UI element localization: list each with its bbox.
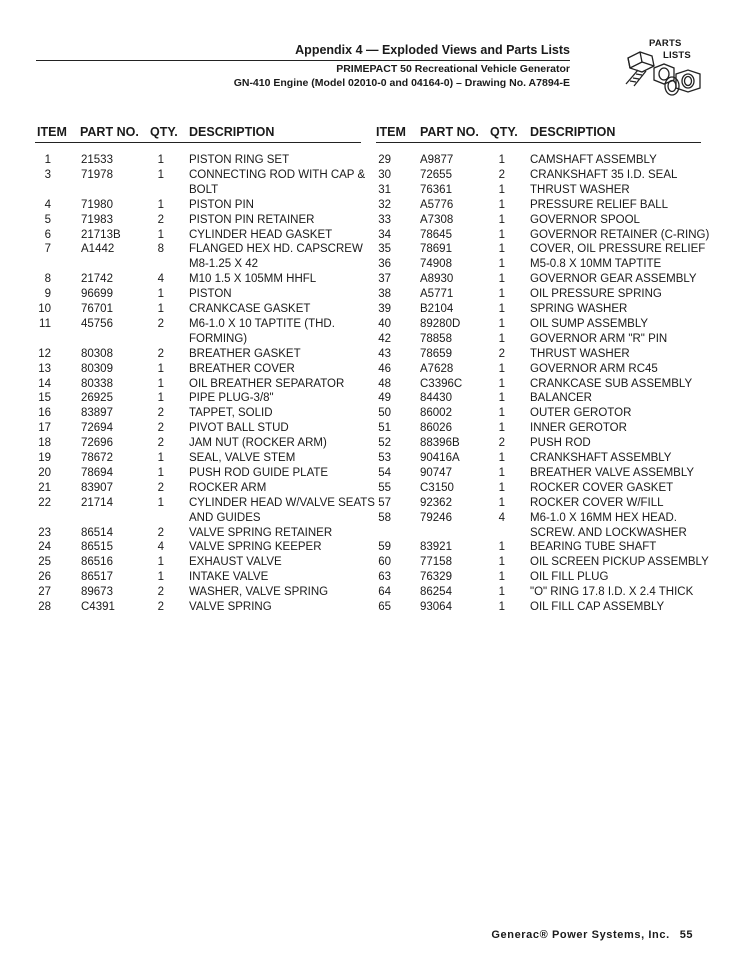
description: PUSH ROD bbox=[530, 437, 591, 450]
item-number: 12 bbox=[38, 347, 51, 360]
nuts-and-bolts-icon bbox=[614, 44, 706, 100]
quantity: 2 bbox=[157, 601, 164, 613]
table-row bbox=[0, 526, 737, 541]
parts-lists-logo bbox=[614, 36, 706, 98]
description: SCREW. AND LOCKWASHER bbox=[530, 526, 687, 539]
quantity: 2 bbox=[498, 168, 505, 181]
table-row bbox=[0, 466, 737, 481]
table-row bbox=[0, 481, 737, 496]
quantity: 1 bbox=[498, 303, 505, 315]
table-row bbox=[0, 242, 737, 257]
description: THRUST WASHER bbox=[530, 347, 630, 360]
part-number: 80308 bbox=[81, 347, 113, 360]
part-number: 45756 bbox=[81, 317, 113, 330]
quantity: 4 bbox=[157, 273, 164, 286]
quantity: 2 bbox=[157, 422, 164, 435]
table-row bbox=[0, 362, 737, 377]
description: CRANKCASE SUB ASSEMBLY bbox=[530, 377, 693, 390]
table-row bbox=[0, 168, 737, 183]
description: CRANKSHAFT 35 I.D. SEAL bbox=[530, 168, 678, 181]
item-number: 36 bbox=[378, 258, 391, 271]
description: BREATHER GASKET bbox=[189, 347, 301, 360]
quantity: 1 bbox=[498, 481, 505, 494]
item-number: 48 bbox=[378, 377, 391, 390]
item-number: 14 bbox=[38, 377, 51, 390]
quantity: 2 bbox=[157, 481, 164, 494]
part-number: A7628 bbox=[420, 362, 454, 375]
quantity: 1 bbox=[498, 377, 505, 390]
quantity: 1 bbox=[157, 362, 164, 375]
description: PISTON PIN RETAINER bbox=[189, 213, 315, 226]
table-row bbox=[0, 406, 737, 421]
item-number: 4 bbox=[44, 198, 51, 211]
quantity: 1 bbox=[157, 288, 164, 301]
item-number: 65 bbox=[378, 601, 391, 613]
table-row bbox=[0, 347, 737, 362]
item-number: 60 bbox=[378, 556, 391, 569]
item-number: 28 bbox=[38, 601, 51, 613]
item-number: 23 bbox=[38, 526, 51, 539]
description: CYLINDER HEAD GASKET bbox=[189, 228, 333, 241]
item-number: 43 bbox=[378, 347, 391, 360]
quantity: 1 bbox=[498, 571, 505, 584]
description: TAPPET, SOLID bbox=[189, 407, 273, 420]
part-number: 71978 bbox=[81, 168, 113, 181]
part-number: A9877 bbox=[420, 154, 454, 166]
description: AND GUIDES bbox=[189, 511, 261, 524]
item-number: 17 bbox=[38, 422, 51, 435]
page-footer bbox=[491, 929, 693, 941]
part-number: 86514 bbox=[81, 526, 113, 539]
description: OIL FILL CAP ASSEMBLY bbox=[530, 601, 665, 613]
table-row bbox=[0, 198, 737, 213]
part-number: 74908 bbox=[420, 258, 452, 271]
part-number: 86516 bbox=[81, 556, 113, 569]
description: CRANKCASE GASKET bbox=[189, 303, 311, 315]
item-number: 55 bbox=[378, 481, 391, 494]
table-row bbox=[0, 287, 737, 302]
quantity: 2 bbox=[157, 526, 164, 539]
table-row bbox=[0, 451, 737, 466]
item-number: 64 bbox=[378, 586, 391, 599]
table-row bbox=[0, 257, 737, 272]
description: CRANKSHAFT ASSEMBLY bbox=[530, 452, 672, 464]
part-number: B2104 bbox=[420, 303, 454, 315]
part-number: 26925 bbox=[81, 392, 113, 405]
quantity: 2 bbox=[157, 317, 164, 330]
table-row bbox=[0, 540, 737, 555]
item-number: 49 bbox=[378, 392, 391, 405]
quantity: 1 bbox=[157, 154, 164, 166]
description: VALVE SPRING KEEPER bbox=[189, 541, 322, 554]
part-number: 76701 bbox=[81, 303, 113, 315]
item-number: 7 bbox=[44, 243, 51, 256]
description: "O" RING 17.8 I.D. X 2.4 THICK bbox=[530, 586, 694, 599]
item-number: 53 bbox=[378, 452, 391, 464]
part-number: 21714 bbox=[81, 496, 113, 509]
item-number: 35 bbox=[378, 243, 391, 256]
quantity: 1 bbox=[498, 556, 505, 569]
description: BALANCER bbox=[530, 392, 592, 405]
part-number: 21742 bbox=[81, 273, 113, 286]
item-number: 31 bbox=[378, 183, 391, 196]
item-number: 16 bbox=[38, 407, 51, 420]
part-number: C3396C bbox=[420, 377, 463, 390]
table-row bbox=[0, 317, 737, 332]
quantity: 1 bbox=[498, 586, 505, 599]
part-number: 78645 bbox=[420, 228, 452, 241]
description: COVER, OIL PRESSURE RELIEF bbox=[530, 243, 706, 256]
description: BREATHER VALVE ASSEMBLY bbox=[530, 466, 695, 479]
item-number: 22 bbox=[38, 496, 51, 509]
description: JAM NUT (ROCKER ARM) bbox=[189, 437, 327, 450]
table-row bbox=[0, 272, 737, 287]
part-number: C4391 bbox=[81, 601, 115, 613]
part-number: 78659 bbox=[420, 347, 452, 360]
table-row bbox=[0, 436, 737, 451]
description: OIL PRESSURE SPRING bbox=[530, 288, 662, 301]
item-number: 6 bbox=[44, 228, 51, 241]
item-number: 33 bbox=[378, 213, 391, 226]
part-number: 83907 bbox=[81, 481, 113, 494]
quantity: 1 bbox=[157, 168, 164, 181]
part-number: 92362 bbox=[420, 496, 452, 509]
col-header-item-right: ITEM bbox=[376, 125, 406, 139]
item-number: 34 bbox=[378, 228, 391, 241]
item-number: 19 bbox=[38, 452, 51, 464]
description: PISTON PIN bbox=[189, 198, 254, 211]
item-number: 20 bbox=[38, 466, 51, 479]
description: M5-0.8 X 10MM TAPTITE bbox=[530, 258, 662, 271]
quantity: 1 bbox=[498, 541, 505, 554]
description: CONNECTING ROD WITH CAP & bbox=[189, 168, 366, 181]
part-number: 78858 bbox=[420, 332, 452, 345]
logo-text-lists: LISTS bbox=[663, 50, 691, 61]
description: INNER GEROTOR bbox=[530, 422, 627, 435]
quantity: 1 bbox=[498, 288, 505, 301]
description: SPRING WASHER bbox=[530, 303, 628, 315]
table-row bbox=[0, 228, 737, 243]
description: SEAL, VALVE STEM bbox=[189, 452, 296, 464]
table-row bbox=[0, 600, 737, 615]
description: WASHER, VALVE SPRING bbox=[189, 586, 329, 599]
item-number: 51 bbox=[378, 422, 391, 435]
part-number: 71983 bbox=[81, 213, 113, 226]
description: PISTON RING SET bbox=[189, 154, 290, 166]
part-number: 78691 bbox=[420, 243, 452, 256]
quantity: 1 bbox=[498, 317, 505, 330]
item-number: 58 bbox=[378, 511, 391, 524]
quantity: 2 bbox=[157, 407, 164, 420]
quantity: 2 bbox=[498, 437, 505, 450]
quantity: 1 bbox=[498, 258, 505, 271]
description: GOVERNOR ARM RC45 bbox=[530, 362, 658, 375]
col-header-qty-right: QTY. bbox=[490, 125, 518, 139]
col-header-part-right: PART NO. bbox=[420, 125, 479, 139]
item-number: 25 bbox=[38, 556, 51, 569]
description: FORMING) bbox=[189, 332, 248, 345]
table-row bbox=[0, 555, 737, 570]
item-number: 9 bbox=[44, 288, 51, 301]
description: BEARING TUBE SHAFT bbox=[530, 541, 657, 554]
item-number: 21 bbox=[38, 481, 51, 494]
item-number: 59 bbox=[378, 541, 391, 554]
description: CAMSHAFT ASSEMBLY bbox=[530, 154, 657, 166]
part-number: 21713B bbox=[81, 228, 121, 241]
product-subtitle: PRIMEPACT 50 Recreational Vehicle Generator bbox=[336, 63, 570, 75]
item-number: 50 bbox=[378, 407, 391, 420]
quantity: 2 bbox=[498, 347, 505, 360]
part-number: 90747 bbox=[420, 466, 452, 479]
item-number: 29 bbox=[378, 154, 391, 166]
item-number: 10 bbox=[38, 303, 51, 315]
part-number: C3150 bbox=[420, 481, 454, 494]
part-number: 96699 bbox=[81, 288, 113, 301]
item-number: 24 bbox=[38, 541, 51, 554]
quantity: 1 bbox=[498, 273, 505, 286]
item-number: 37 bbox=[378, 273, 391, 286]
part-number: 80309 bbox=[81, 362, 113, 375]
part-number: 78694 bbox=[81, 466, 113, 479]
quantity: 1 bbox=[157, 392, 164, 405]
description: OUTER GEROTOR bbox=[530, 407, 632, 420]
part-number: 76329 bbox=[420, 571, 452, 584]
item-number: 42 bbox=[378, 332, 391, 345]
quantity: 1 bbox=[498, 183, 505, 196]
item-number: 38 bbox=[378, 288, 391, 301]
part-number: 86515 bbox=[81, 541, 113, 554]
description: M6-1.0 X 16MM HEX HEAD. bbox=[530, 511, 677, 524]
item-number: 13 bbox=[38, 362, 51, 375]
part-number: 77158 bbox=[420, 556, 452, 569]
table-row bbox=[0, 421, 737, 436]
description: PRESSURE RELIEF BALL bbox=[530, 198, 669, 211]
part-number: 72694 bbox=[81, 422, 113, 435]
quantity: 1 bbox=[498, 198, 505, 211]
quantity: 1 bbox=[498, 601, 505, 613]
description: OIL BREATHER SEPARATOR bbox=[189, 377, 345, 390]
quantity: 1 bbox=[498, 154, 505, 166]
table-row bbox=[0, 496, 737, 511]
company-name: Generac® Power Systems, Inc. bbox=[491, 929, 670, 941]
table-row bbox=[0, 585, 737, 600]
description: GOVERNOR RETAINER (C-RING) bbox=[530, 228, 710, 241]
col-header-qty-left: QTY. bbox=[150, 125, 178, 139]
part-number: 86002 bbox=[420, 407, 452, 420]
description: GOVERNOR SPOOL bbox=[530, 213, 640, 226]
description: FLANGED HEX HD. CAPSCREW bbox=[189, 243, 363, 256]
quantity: 1 bbox=[157, 228, 164, 241]
item-number: 27 bbox=[38, 586, 51, 599]
description: PISTON bbox=[189, 288, 232, 301]
col-header-part-left: PART NO. bbox=[80, 125, 139, 139]
item-number: 30 bbox=[378, 168, 391, 181]
quantity: 1 bbox=[498, 213, 505, 226]
quantity: 4 bbox=[498, 511, 505, 524]
quantity: 2 bbox=[157, 437, 164, 450]
item-number: 54 bbox=[378, 466, 391, 479]
quantity: 8 bbox=[157, 243, 164, 256]
quantity: 1 bbox=[498, 496, 505, 509]
table-row bbox=[0, 391, 737, 406]
part-number: 78672 bbox=[81, 452, 113, 464]
quantity: 1 bbox=[157, 496, 164, 509]
part-number: 89280D bbox=[420, 317, 461, 330]
appendix-title: Appendix 4 — Exploded Views and Parts Lists bbox=[295, 43, 570, 57]
part-number: 72696 bbox=[81, 437, 113, 450]
item-number: 63 bbox=[378, 571, 391, 584]
part-number: 72655 bbox=[420, 168, 452, 181]
logo-text-parts: PARTS bbox=[649, 38, 682, 49]
item-number: 3 bbox=[44, 168, 51, 181]
description: ROCKER COVER W/FILL bbox=[530, 496, 664, 509]
part-number: 80338 bbox=[81, 377, 113, 390]
description: EXHAUST VALVE bbox=[189, 556, 282, 569]
table-row bbox=[0, 153, 737, 168]
page-number: 55 bbox=[679, 929, 693, 941]
part-number: 79246 bbox=[420, 511, 452, 524]
description: GOVERNOR GEAR ASSEMBLY bbox=[530, 273, 697, 286]
quantity: 1 bbox=[498, 407, 505, 420]
description: THRUST WASHER bbox=[530, 183, 630, 196]
part-number: A5771 bbox=[420, 288, 454, 301]
quantity: 1 bbox=[157, 377, 164, 390]
header-underline-right bbox=[376, 142, 701, 143]
header-underline-left bbox=[35, 142, 361, 143]
description: CYLINDER HEAD W/VALVE SEATS bbox=[189, 496, 375, 509]
item-number: 32 bbox=[378, 198, 391, 211]
quantity: 1 bbox=[157, 466, 164, 479]
description: PUSH ROD GUIDE PLATE bbox=[189, 466, 329, 479]
description: M8-1.25 X 42 bbox=[189, 258, 259, 271]
part-number: A8930 bbox=[420, 273, 454, 286]
item-number: 52 bbox=[378, 437, 391, 450]
item-number: 11 bbox=[39, 317, 51, 330]
col-header-desc-right: DESCRIPTION bbox=[530, 125, 616, 139]
item-number: 15 bbox=[38, 392, 51, 405]
quantity: 2 bbox=[157, 347, 164, 360]
quantity: 1 bbox=[157, 452, 164, 464]
description: VALVE SPRING bbox=[189, 601, 272, 613]
description: GOVERNOR ARM "R" PIN bbox=[530, 332, 668, 345]
part-number: 83897 bbox=[81, 407, 113, 420]
quantity: 1 bbox=[498, 422, 505, 435]
part-number: 84430 bbox=[420, 392, 452, 405]
item-number: 8 bbox=[44, 273, 51, 286]
col-header-item-left: ITEM bbox=[37, 125, 67, 139]
part-number: 76361 bbox=[420, 183, 452, 196]
part-number: A5776 bbox=[420, 198, 454, 211]
part-number: 21533 bbox=[81, 154, 113, 166]
description: INTAKE VALVE bbox=[189, 571, 269, 584]
description: M10 1.5 X 105MM HHFL bbox=[189, 273, 317, 286]
part-number: A7308 bbox=[420, 213, 454, 226]
quantity: 2 bbox=[157, 586, 164, 599]
description: OIL SUMP ASSEMBLY bbox=[530, 317, 649, 330]
quantity: 1 bbox=[498, 466, 505, 479]
table-row bbox=[0, 377, 737, 392]
quantity: 1 bbox=[498, 332, 505, 345]
table-row bbox=[0, 511, 737, 526]
quantity: 1 bbox=[157, 571, 164, 584]
item-number: 57 bbox=[378, 496, 391, 509]
item-number: 46 bbox=[378, 362, 391, 375]
description: ROCKER ARM bbox=[189, 481, 267, 494]
quantity: 1 bbox=[498, 392, 505, 405]
part-number: 90416A bbox=[420, 452, 460, 464]
part-number: A1442 bbox=[81, 243, 115, 256]
description: BREATHER COVER bbox=[189, 362, 295, 375]
item-number: 5 bbox=[44, 213, 51, 226]
quantity: 1 bbox=[498, 362, 505, 375]
quantity: 1 bbox=[157, 556, 164, 569]
description: BOLT bbox=[189, 183, 219, 196]
item-number: 1 bbox=[44, 154, 51, 166]
description: PIVOT BALL STUD bbox=[189, 422, 289, 435]
item-number: 39 bbox=[378, 303, 391, 315]
part-number: 93064 bbox=[420, 601, 452, 613]
quantity: 1 bbox=[498, 228, 505, 241]
table-row bbox=[0, 213, 737, 228]
description: PIPE PLUG-3/8" bbox=[189, 392, 274, 405]
item-number: 18 bbox=[38, 437, 51, 450]
engine-subtitle: GN-410 Engine (Model 02010-0 and 04164-0) – Drawing No. A7894-E bbox=[233, 77, 570, 89]
part-number: 83921 bbox=[420, 541, 452, 554]
item-number: 26 bbox=[38, 571, 51, 584]
description: ROCKER COVER GASKET bbox=[530, 481, 674, 494]
table-row bbox=[0, 570, 737, 585]
table-row bbox=[0, 183, 737, 198]
quantity: 1 bbox=[157, 303, 164, 315]
description: OIL SCREEN PICKUP ASSEMBLY bbox=[530, 556, 709, 569]
part-number: 89673 bbox=[81, 586, 113, 599]
col-header-desc-left: DESCRIPTION bbox=[189, 125, 275, 139]
description: M6-1.0 X 10 TAPTITE (THD. bbox=[189, 317, 335, 330]
quantity: 1 bbox=[157, 198, 164, 211]
table-row bbox=[0, 332, 737, 347]
quantity: 4 bbox=[157, 541, 164, 554]
table-row bbox=[0, 302, 737, 317]
quantity: 2 bbox=[157, 213, 164, 226]
part-number: 88396B bbox=[420, 437, 460, 450]
quantity: 1 bbox=[498, 452, 505, 464]
header-rule bbox=[36, 60, 570, 61]
description: VALVE SPRING RETAINER bbox=[189, 526, 333, 539]
part-number: 86026 bbox=[420, 422, 452, 435]
description: OIL FILL PLUG bbox=[530, 571, 609, 584]
part-number: 71980 bbox=[81, 198, 113, 211]
part-number: 86517 bbox=[81, 571, 113, 584]
part-number: 86254 bbox=[420, 586, 452, 599]
quantity: 1 bbox=[498, 243, 505, 256]
item-number: 40 bbox=[378, 317, 391, 330]
